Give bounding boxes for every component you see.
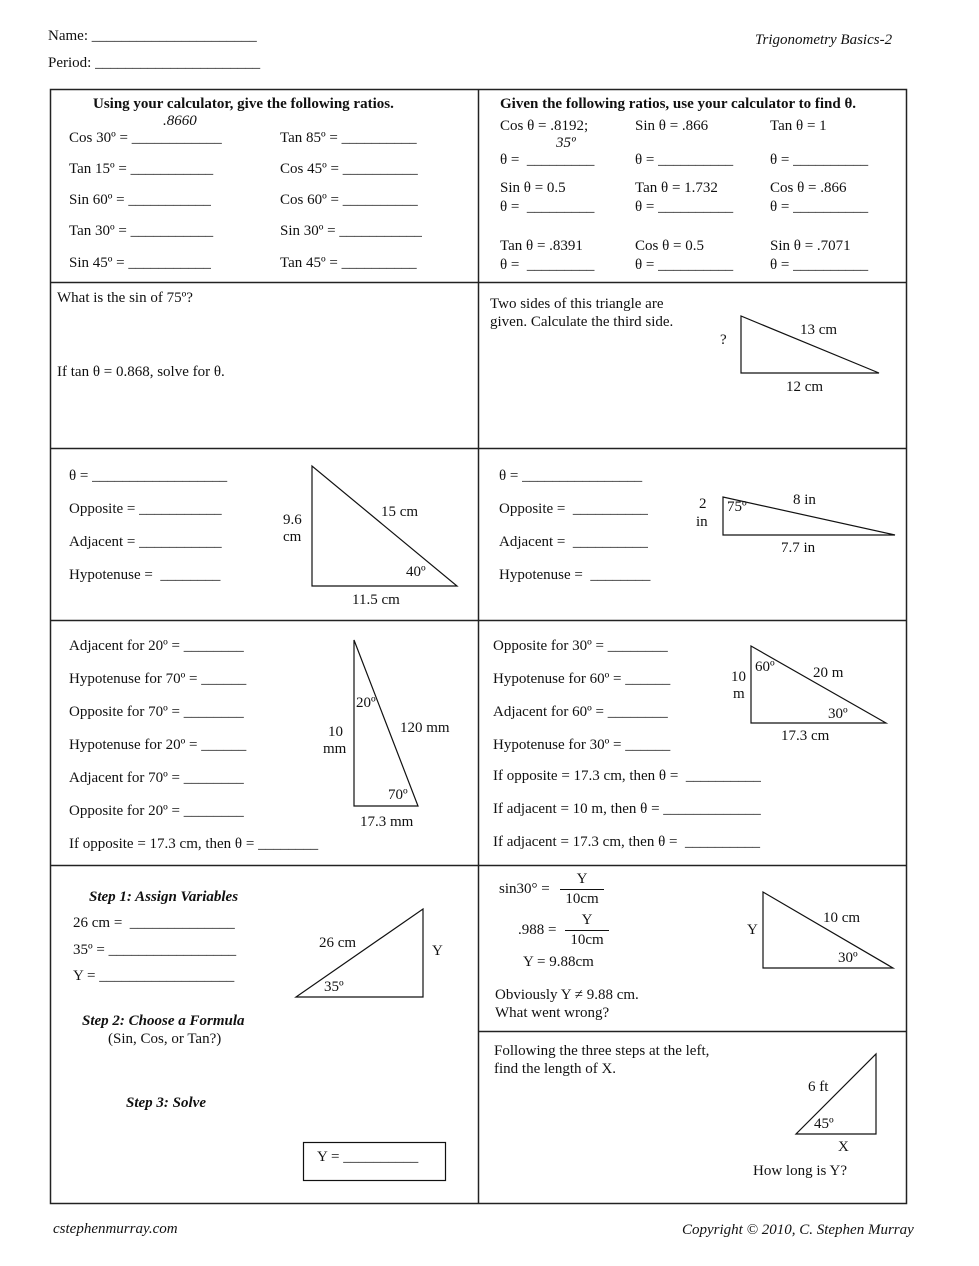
ratio-given: Tan θ = 1 [770,118,827,134]
ratio-item[interactable]: Sin 30º = ___________ [280,223,422,239]
triangle-15-40 [312,466,457,586]
answer-line[interactable]: Opposite = __________ [499,501,648,517]
question: Obviously Y ≠ 9.88 cm. [495,987,639,1003]
ratio-item[interactable]: Tan 45º = __________ [280,255,417,271]
ratio-given: Sin θ = .7071 [770,238,851,254]
triangle-label: m [733,686,745,702]
answer-line[interactable]: θ = ________________ [499,468,643,484]
fraction [565,913,609,948]
section-heading: Using your calculator, give the following ratios. [93,96,394,112]
triangle-label: 17.3 cm [781,728,830,744]
ratio-item[interactable]: Cos 30º = ____________ [69,130,222,146]
ratio-item[interactable]: Tan 85º = __________ [280,130,417,146]
answer-line[interactable]: Hypotenuse for 20º = ______ [69,737,247,753]
question: Two sides of this triangle are [490,296,664,312]
answer-line[interactable]: Hypotenuse for 60º = ______ [493,671,671,687]
ratio-given: Cos θ = .8192; [500,118,589,134]
ratio-item[interactable]: Tan 30º = ___________ [69,223,214,239]
theta-answer[interactable]: θ = __________ [770,199,869,215]
example-answer: .8660 [163,113,197,129]
denominator: 10cm [565,891,599,907]
question: What is the sin of 75º? [57,290,193,306]
example-answer: 35º [556,135,576,151]
triangle-label: 13 cm [800,322,838,338]
theta-answer[interactable]: θ = __________ [635,152,734,168]
answer-line[interactable]: Opposite for 30º = ________ [493,638,668,654]
theta-answer[interactable]: θ = _________ [500,257,595,273]
triangle-label: 30º [828,706,848,722]
triangle-26cm [296,909,423,997]
answer-line[interactable]: Hypotenuse = ________ [499,567,651,583]
numerator: Y [560,872,604,890]
triangle-label: X [838,1139,849,1155]
answer-line[interactable]: θ = __________________ [69,468,228,484]
ratio-item[interactable]: Sin 60º = ___________ [69,192,211,208]
triangle-label: 26 cm [319,935,357,951]
answer-line[interactable]: If adjacent = 10 m, then θ = _____________ [493,801,761,817]
answer-line[interactable]: If opposite = 17.3 cm, then θ = ________ [69,836,319,852]
answer-line[interactable]: Adjacent for 70º = ________ [69,770,244,786]
triangle-label: Y [432,943,443,959]
fraction [560,872,604,907]
ratio-item[interactable]: Tan 15º = ___________ [69,161,214,177]
theta-answer[interactable]: θ = _________ [500,152,595,168]
y-answer-field[interactable]: Y = __________ [317,1149,419,1165]
theta-answer[interactable]: θ = __________ [770,152,869,168]
triangle-label: 10 cm [823,910,861,926]
triangle-label: 60º [755,659,775,675]
answer-line[interactable]: 26 cm = ______________ [73,915,235,931]
step-subtext: (Sin, Cos, or Tan?) [108,1031,222,1047]
equation-lhs: sin30° = [499,881,550,897]
triangle-label: 9.6 [283,512,302,528]
step-heading: Step 2: Choose a Formula [82,1013,245,1029]
answer-line[interactable]: Opposite for 20º = ________ [69,803,244,819]
ratio-item[interactable]: Cos 45º = __________ [280,161,418,177]
triangle-label: 15 cm [381,504,419,520]
triangle-label: cm [283,529,302,545]
question: If tan θ = 0.868, solve for θ. [57,364,225,380]
answer-line[interactable]: Adjacent = __________ [499,534,648,550]
question: Following the three steps at the left, [494,1043,710,1059]
triangle-label: 70º [388,787,408,803]
ratio-given: Sin θ = .866 [635,118,709,134]
answer-line[interactable]: Hypotenuse = ________ [69,567,221,583]
triangle-label: 40º [406,564,426,580]
triangle-label: mm [323,741,347,757]
triangle-label: 10 [731,669,746,685]
question: find the length of X. [494,1061,617,1077]
ratio-given: Cos θ = 0.5 [635,238,704,254]
triangle-label: in [696,514,708,530]
numerator: Y [565,913,609,931]
name-field[interactable]: Name: ______________________ [48,28,257,44]
triangle-label: 120 mm [400,720,450,736]
equation-lhs: .988 = [518,922,557,938]
answer-line[interactable]: Adjacent = ___________ [69,534,222,550]
answer-line[interactable]: Adjacent for 60º = ________ [493,704,668,720]
step-heading: Step 1: Assign Variables [89,889,239,905]
answer-line[interactable]: Hypotenuse for 30º = ______ [493,737,671,753]
theta-answer[interactable]: θ = _________ [500,199,595,215]
triangle-label: 35º [324,979,344,995]
answer-line[interactable]: Opposite = ___________ [69,501,222,517]
answer-line[interactable]: Adjacent for 20º = ________ [69,638,244,654]
website-link[interactable]: cstephenmurray.com [53,1221,178,1237]
question: How long is Y? [753,1163,848,1179]
triangle-label: 8 in [793,492,816,508]
ratio-item[interactable]: Sin 45º = ___________ [69,255,211,271]
triangle-label: 30º [838,950,858,966]
section-heading: Given the following ratios, use your calculator to find θ. [500,96,857,112]
triangle-10cm [763,892,893,968]
denominator: 10cm [570,932,604,948]
question: given. Calculate the third side. [490,314,674,330]
answer-line[interactable]: If opposite = 17.3 cm, then θ = __________ [493,768,761,784]
triangle-label: 20º [356,695,376,711]
worksheet-title: Trigonometry Basics-2 [755,32,893,48]
ratio-given: Cos θ = .866 [770,180,847,196]
triangle-label: 17.3 mm [360,814,414,830]
equation: Y = 9.88cm [523,954,594,970]
triangle-label: 11.5 cm [352,592,400,608]
triangle-label: Y [747,922,758,938]
step-heading: Step 3: Solve [126,1095,206,1111]
triangle-label: 6 ft [808,1079,829,1095]
triangle-label: 7.7 in [781,540,816,556]
triangle-label: 20 m [813,665,844,681]
triangle-label: 45º [814,1116,834,1132]
answer-line[interactable]: Y = __________________ [73,968,235,984]
triangle-label: 12 cm [786,379,824,395]
theta-answer[interactable]: θ = __________ [635,257,734,273]
ratio-item[interactable]: Cos 60º = __________ [280,192,418,208]
triangle-label: 2 [699,496,707,512]
answer-line[interactable]: 35º = _________________ [73,942,237,958]
ratio-given: Sin θ = 0.5 [500,180,566,196]
triangle-label: ? [720,332,727,348]
ratio-given: Tan θ = .8391 [500,238,583,254]
theta-answer[interactable]: θ = __________ [770,257,869,273]
answer-line[interactable]: If adjacent = 17.3 cm, then θ = __________ [493,834,760,850]
copyright: Copyright © 2010, C. Stephen Murray [682,1222,914,1238]
period-field[interactable]: Period: ______________________ [48,55,261,71]
triangle-label: 75º [727,499,747,515]
theta-answer[interactable]: θ = __________ [635,199,734,215]
ratio-given: Tan θ = 1.732 [635,180,718,196]
question: What went wrong? [495,1005,610,1021]
triangle-20m [751,646,886,723]
triangle-label: 10 [328,724,343,740]
answer-line[interactable]: Opposite for 70º = ________ [69,704,244,720]
answer-line[interactable]: Hypotenuse for 70º = ______ [69,671,247,687]
